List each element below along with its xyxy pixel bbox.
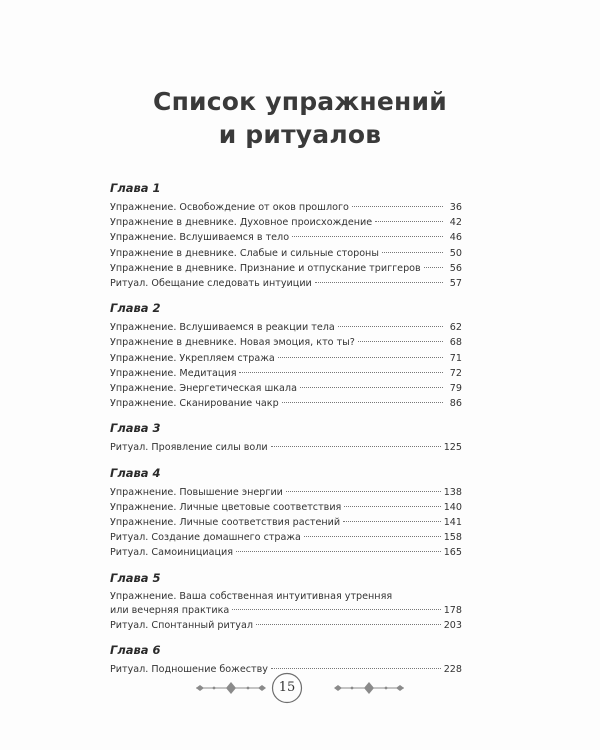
toc-entry-title: или вечерняя практика (110, 604, 230, 616)
toc-entry[interactable] (110, 545, 462, 560)
toc-entry-title: Упражнение. Энергетическая шкала (110, 383, 297, 395)
toc-entry-page: 42 (449, 217, 462, 229)
chapter-heading-3: Глава 3 (110, 421, 161, 436)
page-title-line-2: и ритуалов (218, 120, 382, 149)
toc-entry[interactable] (110, 261, 462, 276)
toc-entry-page: 203 (443, 619, 462, 631)
toc-entry-line-2 (110, 603, 462, 618)
toc-entry[interactable] (110, 246, 462, 261)
dot-leader (239, 372, 443, 373)
toc-entry-title: Ритуал. Спонтанный ритуал (110, 619, 253, 631)
toc-entry-page: 140 (443, 501, 462, 513)
toc-entry-title: Упражнение. Укрепляем стража (110, 352, 275, 364)
toc-entry-title: Ритуал. Подношение божеству (110, 664, 268, 676)
toc-entry-title: Ритуал. Обещание следовать интуиции (110, 278, 312, 290)
toc-entry-title: Упражнение. Вслушиваемся в реакции тела (110, 322, 335, 334)
toc-entry-page: 68 (449, 337, 462, 349)
chapter-heading-2: Глава 2 (110, 301, 161, 316)
dot-leader (256, 624, 441, 625)
chapter-heading-5: Глава 5 (110, 570, 161, 585)
toc-entry-title: Упражнение в дневнике. Признание и отпускание триггеров (110, 262, 421, 274)
toc-entry-page: 62 (449, 322, 462, 334)
toc-entry-page: 79 (449, 383, 462, 395)
dot-leader (304, 536, 441, 537)
dot-leader (232, 609, 440, 610)
toc-entry[interactable] (110, 320, 462, 335)
dot-leader (286, 491, 441, 492)
dot-leader (300, 387, 443, 388)
toc-entry-title: Ритуал. Создание домашнего стража (110, 532, 301, 544)
toc-entry-page: 158 (443, 532, 462, 544)
toc-entry[interactable] (110, 500, 462, 515)
dot-leader (375, 221, 443, 222)
toc-entry-page: 178 (443, 604, 462, 616)
toc-entry-page: 46 (449, 232, 462, 244)
dot-leader (315, 282, 443, 283)
toc-entry[interactable] (110, 515, 462, 530)
toc-entry-page: 165 (443, 547, 462, 559)
toc-entry-page: 141 (443, 517, 462, 529)
toc-entry[interactable] (110, 276, 462, 291)
toc-entry-title: Ритуал. Проявление силы воли (110, 442, 268, 454)
toc-entry-title: Упражнение. Личные цветовые соответствия (110, 501, 342, 513)
toc-entry-page: 228 (443, 664, 462, 676)
toc-entry-title: Упражнение в дневнике. Слабые и сильные стороны (110, 247, 379, 259)
toc-entry-page: 72 (449, 367, 462, 379)
page-number: 15 (278, 680, 296, 695)
toc-entry[interactable] (110, 335, 462, 350)
page-title (100, 85, 500, 151)
toc-entry[interactable] (110, 440, 462, 455)
toc-entry-page: 86 (449, 398, 462, 410)
dot-leader (352, 206, 443, 207)
toc-entry[interactable] (110, 485, 462, 500)
toc-entry[interactable] (110, 396, 462, 411)
toc-entry-page: 138 (443, 486, 462, 498)
toc-entry-title: Упражнение. Вслушиваемся в тело (110, 232, 290, 244)
toc-entry[interactable] (110, 351, 462, 366)
toc-entry-page: 57 (449, 278, 462, 290)
chapter-heading-1: Глава 1 (110, 181, 161, 195)
toc-entry-title: Упражнение в дневнике. Новая эмоция, кто ты? (110, 337, 355, 349)
dot-leader (344, 506, 440, 507)
toc-entry-title: Упражнение в дневнике. Духовное происхождение (110, 217, 373, 229)
chapter-heading-6: Глава 6 (110, 643, 161, 658)
toc-entry-title-line-1: Упражнение. Ваша собственная интуитивная утренняя (110, 590, 393, 602)
toc-entry-title: Упражнение. Повышение энергии (110, 486, 283, 498)
dot-leader (282, 402, 443, 403)
toc-entry[interactable] (110, 366, 462, 381)
toc-entry-title: Упражнение. Сканирование чакр (110, 398, 279, 410)
toc-entry[interactable] (110, 618, 462, 633)
dot-leader (292, 236, 443, 237)
dot-leader (271, 446, 441, 447)
page-title-line-1: Список упражнений (153, 87, 447, 116)
toc-entry-page: 125 (443, 442, 462, 454)
toc-entry-page: 36 (449, 202, 462, 213)
toc-entry[interactable] (110, 215, 462, 230)
dot-leader (343, 521, 441, 522)
toc-entry-title: Упражнение. Личные соответствия растений (110, 517, 341, 529)
dot-leader (358, 341, 443, 342)
toc-entry-page: 56 (449, 262, 462, 274)
chapter-heading-4: Глава 4 (110, 465, 161, 480)
dot-leader (236, 551, 441, 552)
table-of-contents (110, 181, 462, 677)
toc-entry-title: Упражнение. Медитация (110, 367, 237, 379)
toc-entry[interactable] (110, 230, 462, 245)
dot-leader (424, 267, 443, 268)
dot-leader (278, 357, 443, 358)
toc-entry-multiline[interactable] (110, 590, 462, 618)
dot-leader (338, 326, 443, 327)
dot-leader (382, 252, 443, 253)
toc-entry[interactable] (110, 530, 462, 545)
toc-entry-page: 71 (449, 352, 462, 364)
toc-entry[interactable] (110, 200, 462, 215)
toc-entry-page: 50 (449, 247, 462, 259)
toc-entry-title: Упражнение. Освобождение от оков прошлого (110, 202, 349, 213)
toc-entry-title: Ритуал. Самоинициация (110, 547, 234, 559)
toc-entry[interactable] (110, 381, 462, 396)
